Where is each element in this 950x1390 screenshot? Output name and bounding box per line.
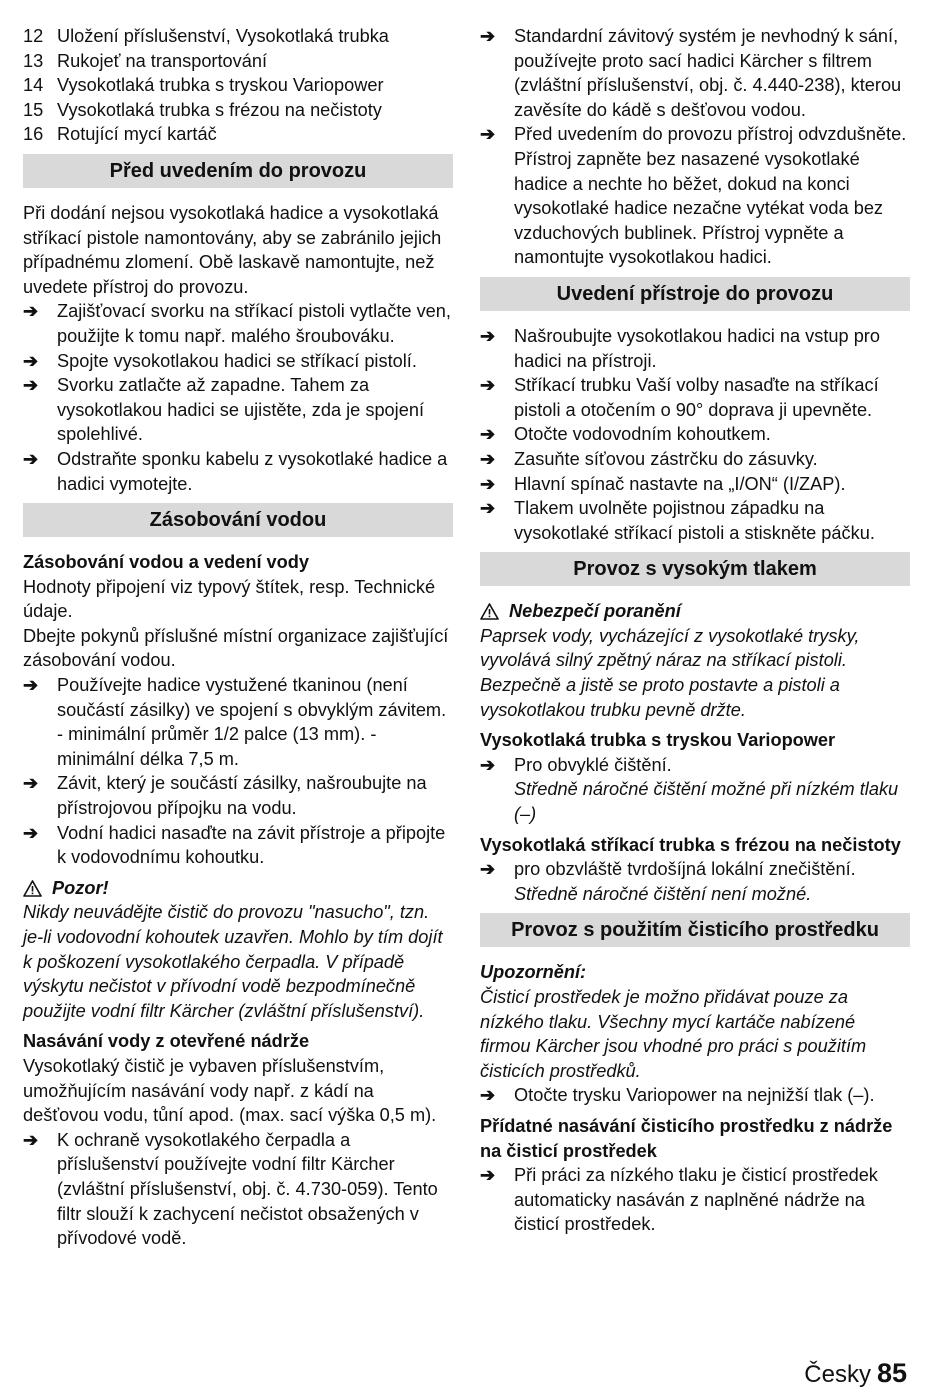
step xyxy=(480,422,910,447)
item-text: Vysokotlaká trubka s frézou na nečistoty xyxy=(57,99,382,120)
note-text: Čisticí prostředek je možno přidávat pouze za nízkého tlaku. Všechny mycí kartáče nabízené firmou Kärcher jsou vhodné pro práci s použitím čisticích prostředků. xyxy=(480,987,867,1081)
step-text: Závit, který je součástí zásilky, našroubujte na přístrojovou přípojku na vodu. xyxy=(57,773,427,819)
step xyxy=(480,496,910,545)
arrow-right-icon: ➔ xyxy=(23,773,39,794)
step-text: Našroubujte vysokotlakou hadici na vstup pro hadici na přístroji. xyxy=(514,325,880,371)
warning-title-text: Pozor! xyxy=(52,877,109,898)
arrow-right-icon: ➔ xyxy=(23,822,39,843)
step-text: Stříkací trubku Vaší volby nasaďte na stříkací pistoli a otočením o 90° doprava ji upevněte. xyxy=(514,375,879,420)
step-text: Odstraňte sponku kabelu z vysokotlaké hadice a hadici vymotejte. xyxy=(57,448,448,494)
section-heading-start-up: Uvedení přístroje do provozu xyxy=(480,277,910,311)
step-text: Svorku zatlačte až zapadne. Tahem za vysokotlakou hadici se ujistěte, zda je spojení spolehlivé. xyxy=(57,375,424,445)
section-heading-high-pressure: Provoz s vysokým tlakem xyxy=(480,552,910,586)
arrow-right-icon: ➔ xyxy=(480,124,496,145)
arrow-right-icon: ➔ xyxy=(23,301,39,322)
arrow-right-icon: ➔ xyxy=(480,448,496,469)
list-item xyxy=(23,24,453,49)
paragraph: Dbejte pokynů příslušné místní organizace zajišťující zásobování vodou. xyxy=(23,625,449,671)
warning-title-text: Nebezpečí poranění xyxy=(509,601,681,622)
arrow-right-icon: ➔ xyxy=(480,1085,496,1106)
arrow-right-icon: ➔ xyxy=(480,26,496,46)
step xyxy=(480,472,910,497)
item-number: 14 xyxy=(23,75,44,96)
warning-text: Paprsek vody, vycházející z vysokotlaké trysky, vyvolává silný zpětný náraz na stříkací pistoli. Bezpečně a jistě se proto postavte a pistoli a vysokotlakou trubku pevně držte. xyxy=(480,625,860,720)
step-text: Otočte trysku Variopower na nejnižší tlak (–). xyxy=(514,1085,875,1106)
list-item xyxy=(23,73,453,98)
step xyxy=(480,373,910,422)
item-number: 16 xyxy=(23,124,44,145)
step xyxy=(23,373,453,447)
subheading: Přídatné nasávání čisticího prostředku z nádrže na čisticí prostředek xyxy=(480,1115,893,1161)
step xyxy=(23,447,453,496)
step-text: pro obzvláště tvrdošíjná lokální znečištění. xyxy=(514,859,856,880)
intro-paragraph: Při dodání nejsou vysokotlaká hadice a vysokotlaká stříkací pistole namontovány, aby se zabránilo jejich případnému zlomení. Obě laskavě namontujte, než uvedete přístroj do provozu. xyxy=(23,202,442,297)
step-text: Vodní hadici nasaďte na závit přístroje a připojte k vodovodnímu kohoutku. xyxy=(57,822,446,868)
warning-title xyxy=(23,876,453,901)
right-column xyxy=(480,24,910,1237)
step-text: Otočte vodovodním kohoutkem. xyxy=(514,424,771,445)
item-number: 15 xyxy=(23,99,44,120)
warning-title xyxy=(480,599,910,624)
step-body xyxy=(514,753,910,827)
list-item xyxy=(23,122,453,147)
step xyxy=(480,324,910,373)
step-text: Pro obvyklé čištění. xyxy=(514,754,672,775)
list-item xyxy=(23,98,453,123)
section-heading-before-operation: Před uvedením do provozu xyxy=(23,154,453,188)
page-number: 85 xyxy=(876,1358,907,1388)
step xyxy=(480,857,910,906)
step-text: Hlavní spínač nastavte na „I/ON“ (I/ZAP). xyxy=(514,473,846,494)
arrow-right-icon: ➔ xyxy=(480,1165,496,1186)
item-text: Rukojeť na transportování xyxy=(57,50,268,71)
subheading: Nasávání vody z otevřené nádrže xyxy=(23,1031,310,1052)
subheading: Vysokotlaká trubka s tryskou Variopower xyxy=(480,730,836,751)
step-text: Standardní závitový systém je nevhodný k sání, používejte proto sací hadici Kärcher s filtrem (zvláštní příslušenství, obj. č. 4.440-238), kterou zavěsíte do kádě s dešťovou vodou. xyxy=(514,26,902,120)
section-heading-water-supply: Zásobování vodou xyxy=(23,503,453,537)
arrow-right-icon: ➔ xyxy=(480,325,496,346)
subheading: Zásobování vodou a vedení vody xyxy=(23,552,310,573)
step xyxy=(480,1163,910,1237)
step-text: Tlakem uvolněte pojistnou západku na vysokotlaké stříkací pistoli a stiskněte páčku. xyxy=(514,498,875,543)
item-text: Uložení příslušenství, Vysokotlaká trubka xyxy=(57,26,389,46)
arrow-right-icon: ➔ xyxy=(23,448,39,469)
section-heading-detergent: Provoz s použitím čisticího prostředku xyxy=(480,913,910,947)
item-text: Rotující mycí kartáč xyxy=(57,124,217,145)
step-text: Používejte hadice vystužené tkaninou (není součástí zásilky) ve spojení s obvyklým závitem. - minimální průměr 1/2 palce (13 mm). - minimální délka 7,5 m. xyxy=(57,675,447,769)
step xyxy=(23,349,453,374)
footer-language: Česky xyxy=(804,1361,871,1388)
warning-text: Nikdy neuvádějte čistič do provozu "nasucho", tzn. je-li vodovodní kohoutek uzavřen. Mohlo by tím dojít k poškození vysokotlakého čerpadla. V případě výskytu nečistot v přívodní vodě bezpodmínečně použijte vodní filtr Kärcher (zvláštní příslušenství). xyxy=(23,902,443,1021)
note-title: Upozornění: xyxy=(480,962,587,983)
item-number: 12 xyxy=(23,26,44,46)
arrow-right-icon: ➔ xyxy=(23,675,39,696)
arrow-right-icon: ➔ xyxy=(480,473,496,494)
step-text: Před uvedením do provozu přístroj odvzdušněte. Přístroj zapněte bez nasazené vysokotlaké hadice a nechte ho běžet, dokud na konci vysokotlaké hadice nezačne vytékat voda bez vzduchových bublinek. Přístroj vypněte a namontujte vysokotlakou hadici. xyxy=(514,124,907,268)
step-text: Při práci za nízkého tlaku je čisticí prostředek automaticky nasáván z naplněné nádrže na čisticí prostředek. xyxy=(514,1165,878,1235)
page-footer xyxy=(804,1359,907,1389)
arrow-right-icon: ➔ xyxy=(480,754,496,775)
arrow-right-icon: ➔ xyxy=(23,1129,39,1150)
step xyxy=(480,24,910,122)
step-text: Spojte vysokotlakou hadici se stříkací pistolí. xyxy=(57,350,417,371)
step-text: Zajišťovací svorku na stříkací pistoli vytlačte ven, použijte k tomu např. malého šroubováku. xyxy=(57,301,451,346)
step xyxy=(480,1083,910,1108)
step-body xyxy=(514,857,856,906)
subheading: Vysokotlaká stříkací trubka s frézou na nečistoty xyxy=(480,834,901,855)
arrow-right-icon: ➔ xyxy=(480,375,496,396)
item-number: 13 xyxy=(23,50,44,71)
step xyxy=(23,673,453,771)
list-item xyxy=(23,49,453,74)
arrow-right-icon: ➔ xyxy=(480,859,496,880)
step xyxy=(480,122,910,270)
step-text: Zasuňte síťovou zástrčku do zásuvky. xyxy=(514,448,818,469)
numbered-list xyxy=(23,24,453,147)
warning-triangle-icon xyxy=(23,880,42,897)
arrow-right-icon: ➔ xyxy=(480,498,496,519)
arrow-right-icon: ➔ xyxy=(23,350,39,371)
step-note: Středně náročné čištění možné při nízkém tlaku (–) xyxy=(514,779,899,825)
step xyxy=(480,753,910,827)
paragraph: Hodnoty připojení viz typový štítek, resp. Technické údaje. xyxy=(23,576,436,622)
item-text: Vysokotlaká trubka s tryskou Variopower xyxy=(57,75,384,96)
left-column xyxy=(23,24,453,1251)
step xyxy=(480,447,910,472)
arrow-right-icon: ➔ xyxy=(480,424,496,445)
step-note: Středně náročné čištění není možné. xyxy=(514,883,812,904)
warning-triangle-icon xyxy=(480,603,499,620)
step xyxy=(23,771,453,820)
step-text: K ochraně vysokotlakého čerpadla a příslušenství používejte vodní filtr Kärcher (zvláštní příslušenství, obj. č. 4.730-059). Tento filtr slouží k zachycení nečistot obsažených v přívodové vodě. xyxy=(57,1129,438,1249)
step xyxy=(23,299,453,348)
step xyxy=(23,1128,453,1251)
arrow-right-icon: ➔ xyxy=(23,375,39,396)
paragraph: Vysokotlaký čistič je vybaven příslušenstvím, umožňujícím nasávání vody např. z kádí na dešťovou vodu, tůní apod. (max. sací výška 0,5 m). xyxy=(23,1055,437,1126)
step xyxy=(23,821,453,870)
